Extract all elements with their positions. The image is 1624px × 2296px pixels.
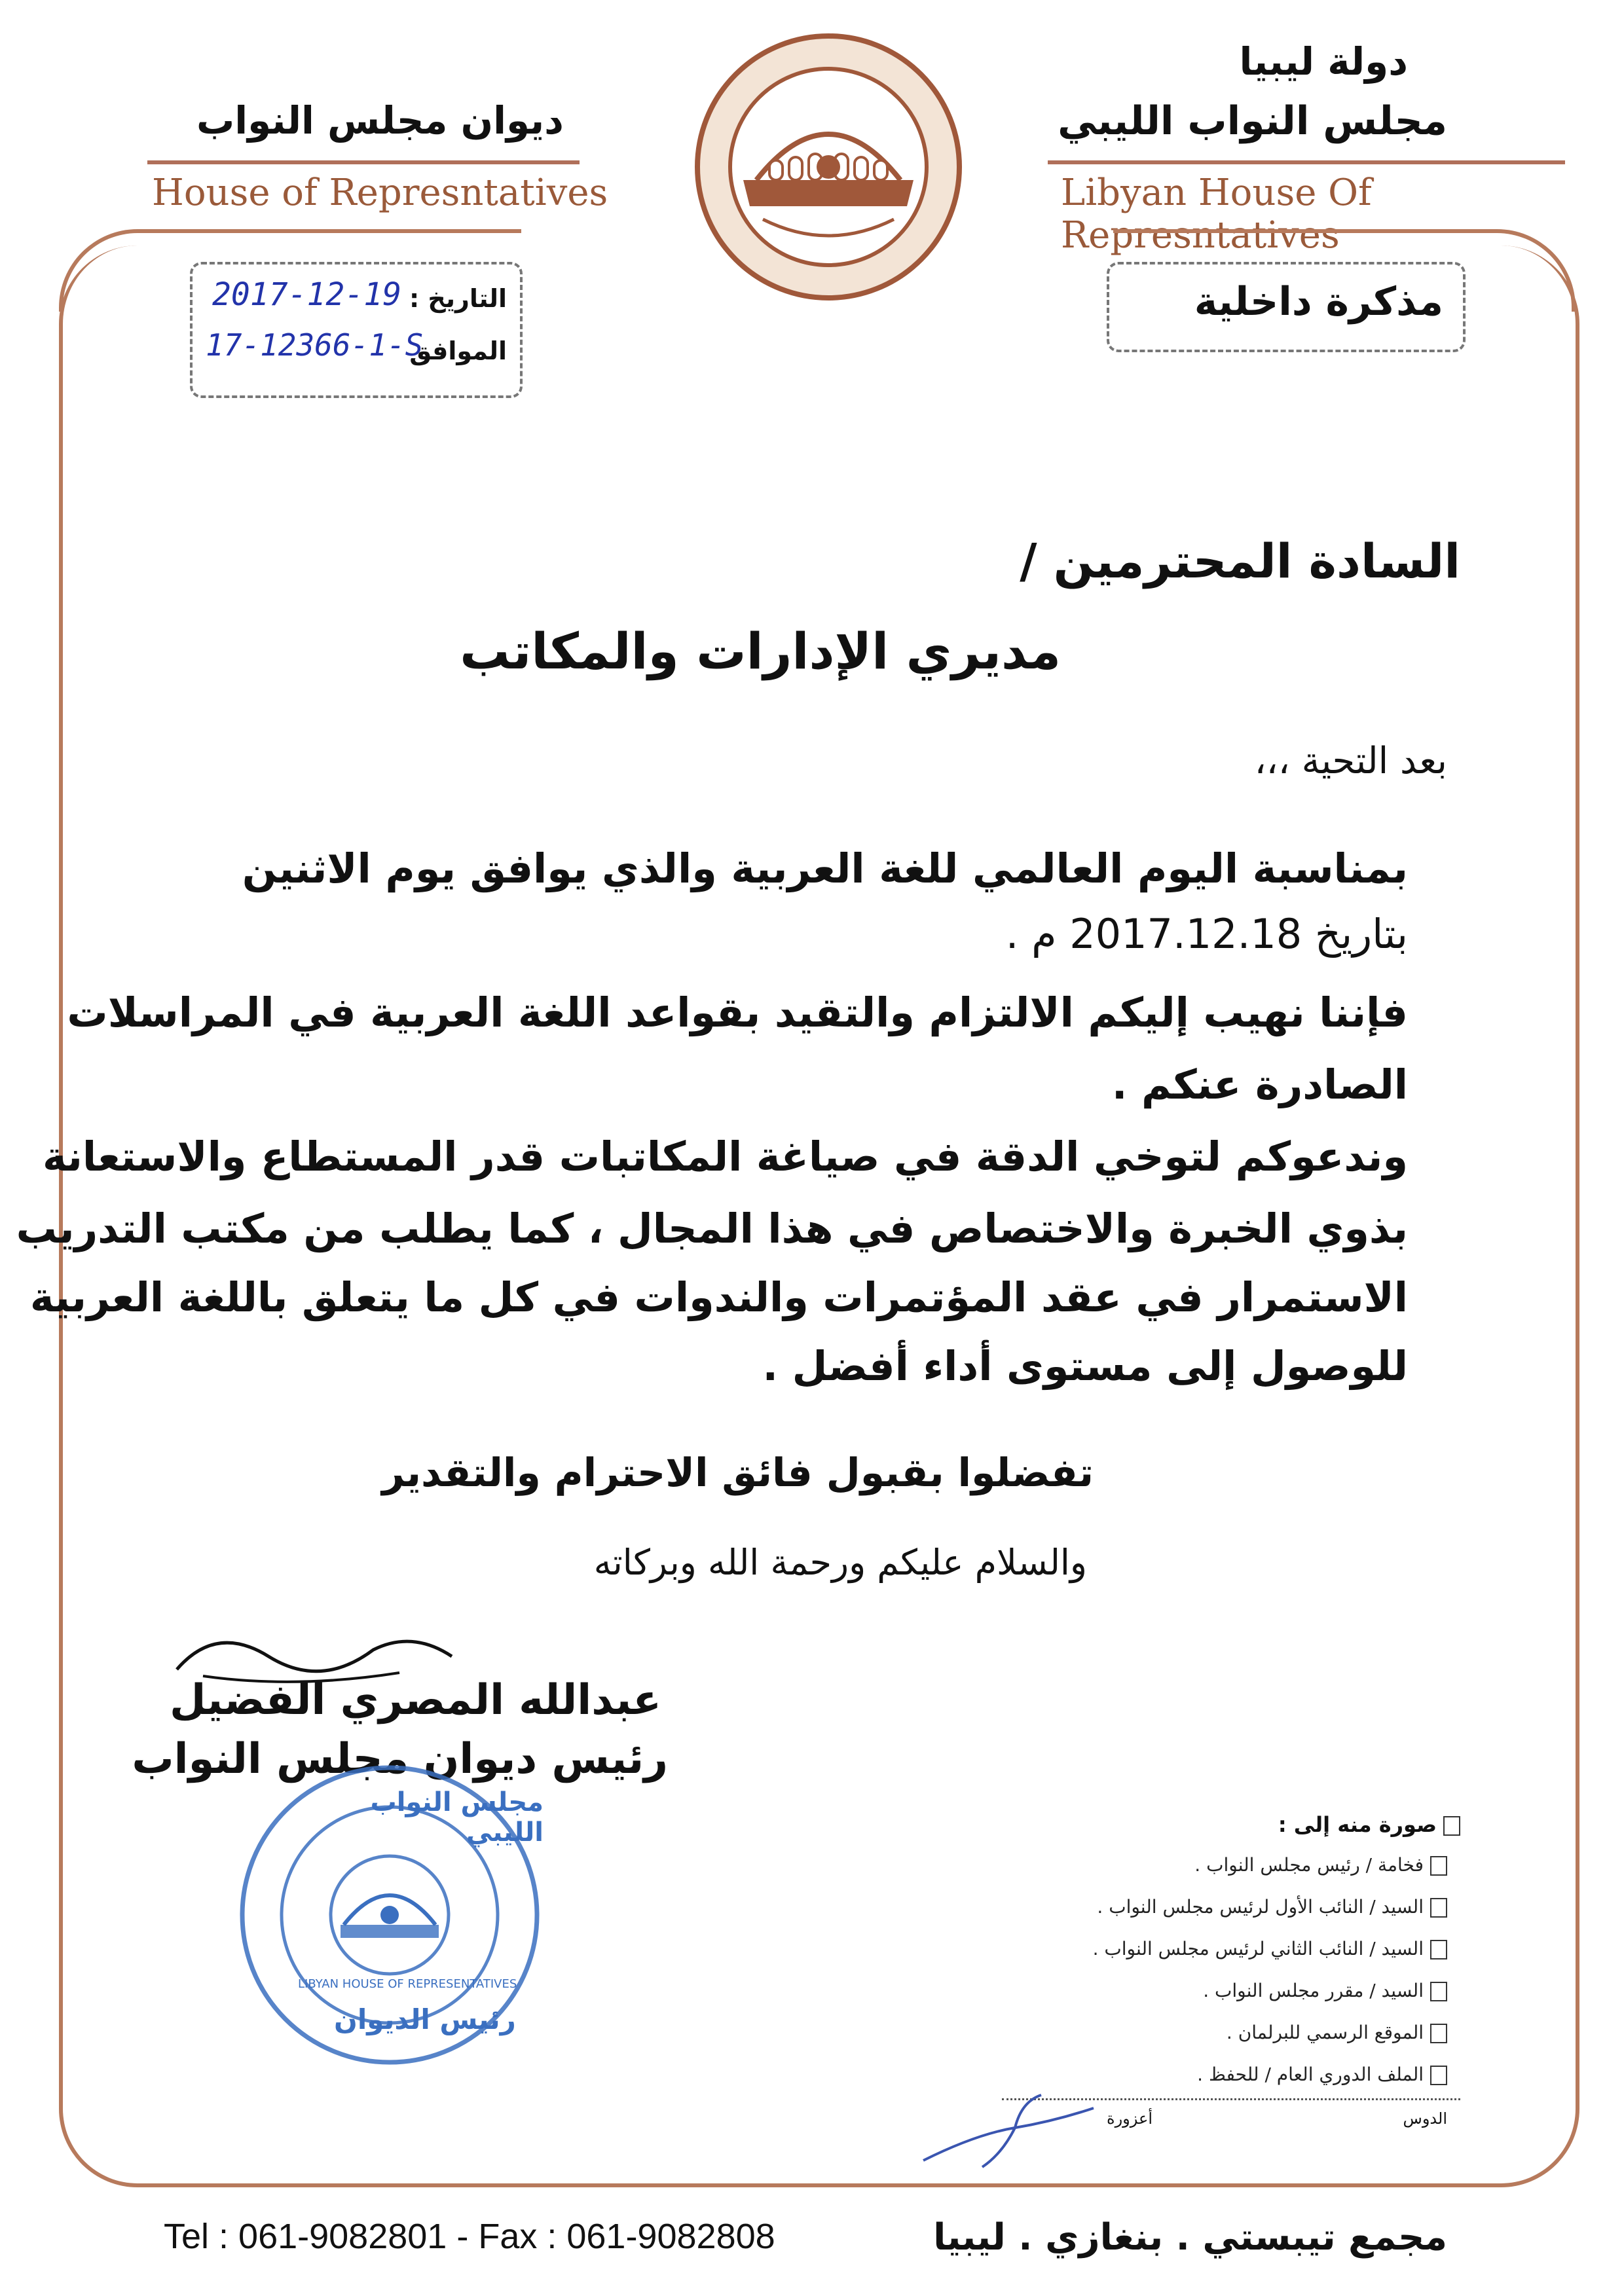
ref-value: 17-12366-1-S (206, 327, 424, 363)
date-label: التاريخ : (409, 284, 507, 313)
stamp-text-bottom: رئيس الديوان (334, 2003, 516, 2035)
header-rule-left (147, 160, 580, 164)
header-rule-right (1048, 160, 1565, 164)
salutation: السادة المحترمين / (1020, 534, 1460, 589)
parliament-name-en: Libyan House Of Represntatives (1061, 172, 1372, 257)
cc-item (1203, 1980, 1447, 2001)
para1-line1: بمناسبة اليوم العالمي للغة العربية والذي يوافق يوم الاثنين (242, 845, 1408, 892)
closing-respect: تفضلوا بقبول فائق الاحترام والتقدير (382, 1450, 1094, 1496)
cc-item (1197, 2064, 1447, 2085)
cc-heading-text: صورة منه إلى : (1278, 1812, 1437, 1837)
cc-item-text: الملف الدوري العام / للحفظ . (1197, 2064, 1424, 2085)
document-icon (1430, 1982, 1447, 2001)
para2-line1: فإننا نهيب إليكم الالتزام والتقيد بقواعد اللغة العربية في المراسلات (67, 989, 1408, 1036)
footer-address: مجمع تيبستي . بنغازي . ليبيا (933, 2216, 1447, 2259)
cc-item-text: السيد / النائب الثاني لرئيس مجلس النواب . (1092, 1938, 1424, 1959)
date-ref-box (190, 262, 523, 398)
document-icon (1430, 1940, 1447, 1959)
office-name-en: House of Represntatives (152, 172, 608, 214)
para3-line2: بذوي الخبرة والاختصاص في هذا المجال ، كما يطلب من مكتب التدريب (16, 1205, 1408, 1252)
cc-item (1093, 1938, 1447, 1959)
memo-type-box (1107, 262, 1466, 352)
document-icon (1430, 2066, 1447, 2085)
document-icon (1430, 2024, 1447, 2043)
para2-line2: الصادرة عنكم . (1111, 1061, 1408, 1108)
closing-peace: والسلام عليكم ورحمة الله وبركاته (593, 1542, 1087, 1583)
signatory-title: رئيس ديوان مجلس النواب (132, 1735, 668, 1783)
official-stamp (236, 1761, 544, 2069)
attachments-label: أعزورة (1107, 2109, 1153, 2128)
document-icon (1430, 1856, 1447, 1876)
cc-item (1194, 1854, 1447, 1876)
para3-line3: الاستمرار في عقد المؤتمرات والندوات في كل ما يتعلق باللغة العربية (29, 1273, 1408, 1321)
cc-item-text: السيد / النائب الأول لرئيس مجلس النواب . (1097, 1896, 1424, 1918)
para3-line1: وندعوكم لتوخي الدقة في صياغة المكاتبات قدر المستطاع والاستعانة (42, 1133, 1408, 1180)
cc-item (1227, 2022, 1447, 2043)
office-name-ar: ديوان مجلس النواب (196, 98, 564, 143)
initial-scribble (917, 2088, 1100, 2174)
cc-item-text: السيد / مقرر مجلس النواب . (1203, 1980, 1424, 2001)
parliament-name-ar: مجلس النواب الليبي (1058, 98, 1447, 144)
stamp-text-top: مجلس النواب الليبي (370, 1787, 544, 1848)
document-icon (1430, 1898, 1447, 1918)
ref-label: الموافق (409, 337, 507, 365)
recipients: مديري الإدارات والمكاتب (460, 622, 1061, 680)
footer-contact: Tel : 061-9082801 - Fax : 061-9082808 (164, 2217, 775, 2256)
cc-item-text: فخامة / رئيس مجلس النواب . (1194, 1854, 1424, 1876)
cc-item-text: الموقع الرسمي للبرلمان . (1226, 2022, 1424, 2043)
stamp-text-en: LIBYAN HOUSE OF REPRESENTATIVES (298, 1977, 517, 1991)
date-value: 2017-12-19 (212, 276, 401, 313)
cc-item (1097, 1896, 1447, 1918)
greeting: بعد التحية ،،، (1254, 740, 1447, 782)
memo-type: مذكرة داخلية (1194, 279, 1443, 325)
para1-line2: بتاريخ 2017.12.18 م . (1005, 910, 1408, 958)
para3-line4: للوصول إلى مستوى أداء أفضل . (762, 1342, 1408, 1390)
signatory-name: عبدالله المصري الفضيل (169, 1676, 661, 1724)
state-name: دولة ليبيا (1239, 39, 1408, 84)
document-icon (1443, 1816, 1460, 1836)
cc-heading (1278, 1812, 1460, 1837)
initials-label: الدوس (1403, 2109, 1447, 2128)
